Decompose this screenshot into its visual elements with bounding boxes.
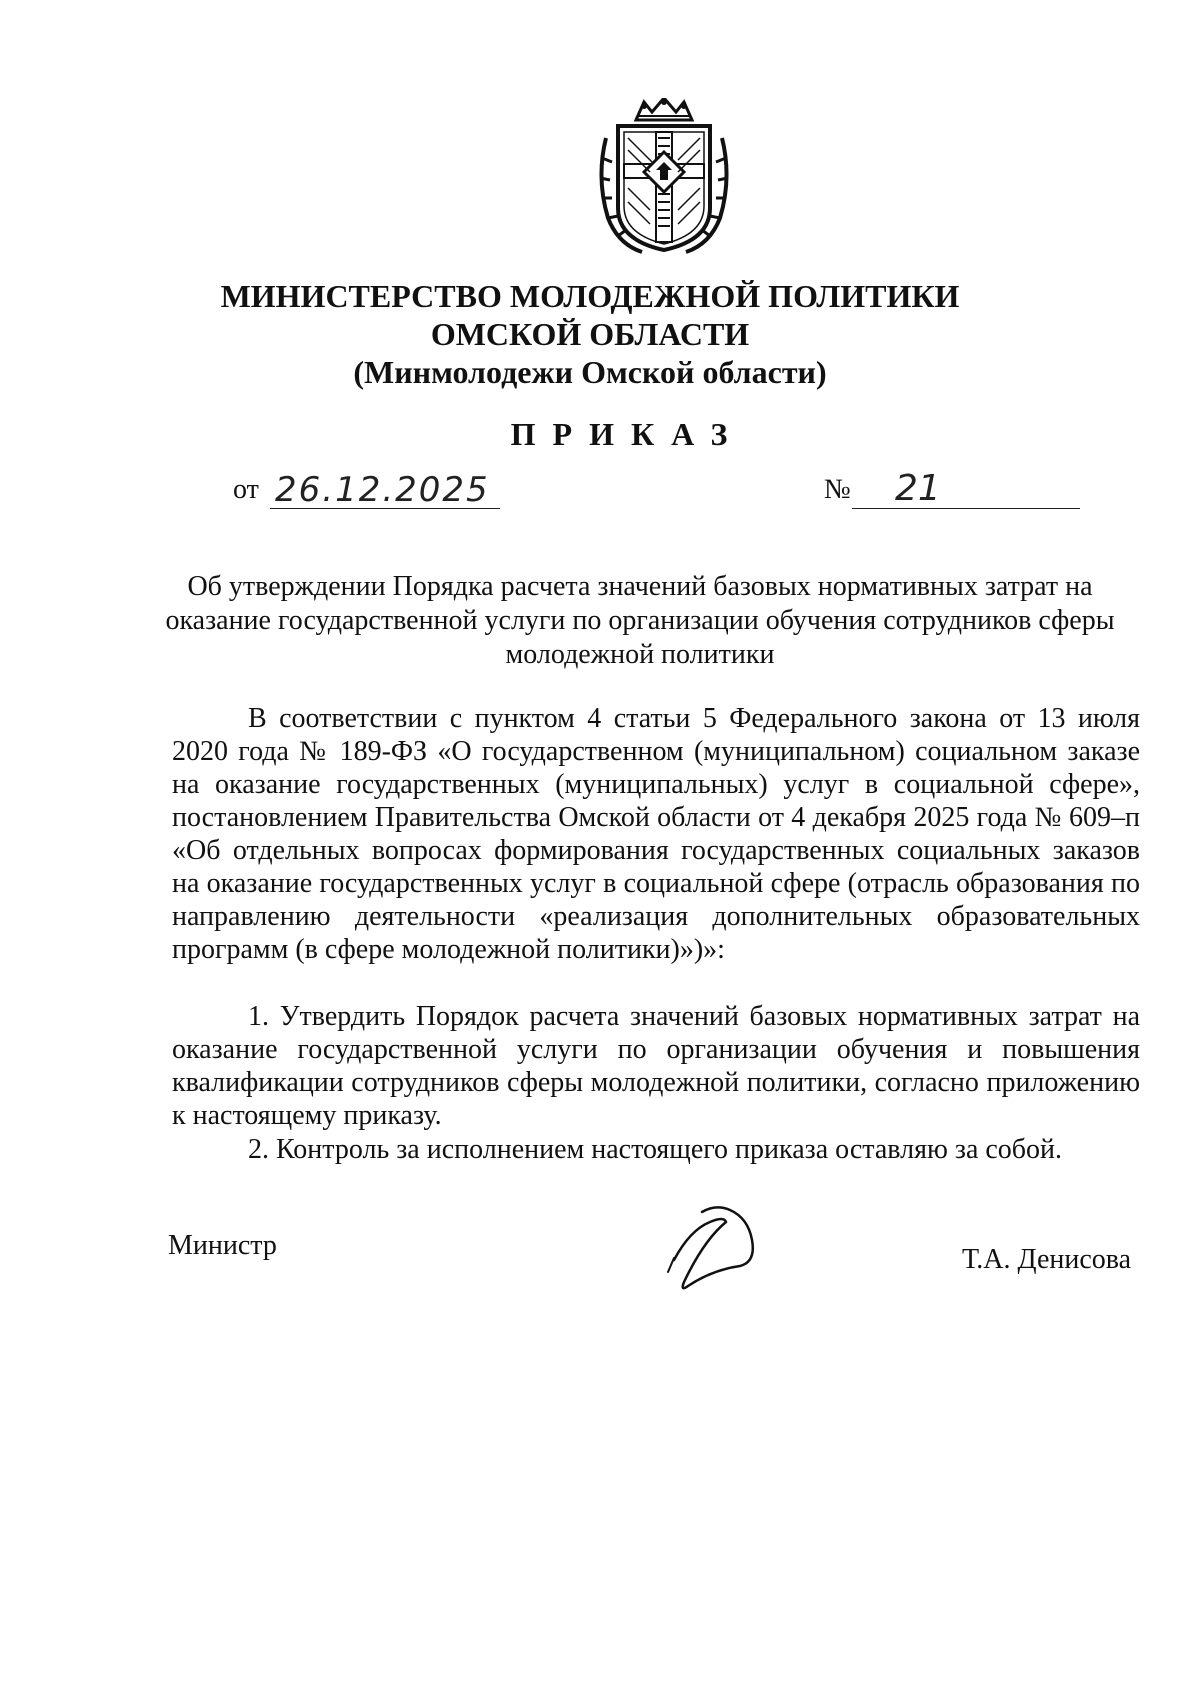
paragraph-text: 1. Утвердить Порядок расчета значений базовых нормативных затрат на оказание государственной услуги по организации обучения и повышения квалификации сотрудников сферы молодежной политики, согласно приложению к настоящему приказу. [172, 1001, 1140, 1131]
body-paragraph-preamble [172, 702, 1140, 966]
document-type-text: ПРИКАЗ [510, 416, 745, 452]
ministry-name-line2: ОМСКОЙ ОБЛАСТИ [430, 316, 750, 352]
handwritten-number: 21 [895, 468, 941, 509]
document-subject: Об утверждении Порядка расчета значений базовых нормативных затрат на оказание государственной услуги по организации обучения сотрудников сферы молодежной политики [165, 571, 1115, 670]
handwritten-date: 26.12.2025 [275, 470, 490, 510]
handwritten-signature [660, 1200, 770, 1300]
omsk-coat-of-arms-icon [594, 98, 734, 258]
document-type-title [0, 416, 1200, 453]
ministry-name-line1: МИНИСТЕРСТВО МОЛОДЕЖНОЙ ПОЛИТИКИ [220, 278, 960, 314]
signer-name: Т.А. Денисова [962, 1244, 1132, 1275]
body-paragraph-item-1 [172, 1000, 1140, 1132]
body-paragraph-item-2 [172, 1133, 1140, 1166]
ministry-short-name: (Минмолодежи Омской области) [353, 354, 827, 390]
signer-position: Министр [168, 1230, 277, 1261]
coat-of-arms-emblem [594, 98, 734, 258]
paragraph-text: В соответствии с пунктом 4 статьи 5 Федерального закона от 13 июля 2020 года № 189-ФЗ «О государственном (муниципальном) социальном заказе на оказание государственных (муниципальных) услуг в социальной сфере», постановлением Правительства Омской области от 4 декабря 2025 года № 609–п «Об отдельных вопросах формирования государственных социальных заказов на оказание государственных услуг в социальной сфере (отрасль образования по направлению деятельности «реализация дополнительных образовательных программ (в сфере молодежной политики)»)»: [172, 703, 1140, 965]
date-underline [270, 508, 500, 509]
signature-stroke-icon [660, 1200, 770, 1300]
paragraph-text: 2. Контроль за исполнением настоящего приказа оставляю за собой. [248, 1134, 1063, 1165]
number-label: № [824, 474, 851, 505]
number-underline [852, 508, 1080, 509]
date-label: от [233, 474, 259, 505]
